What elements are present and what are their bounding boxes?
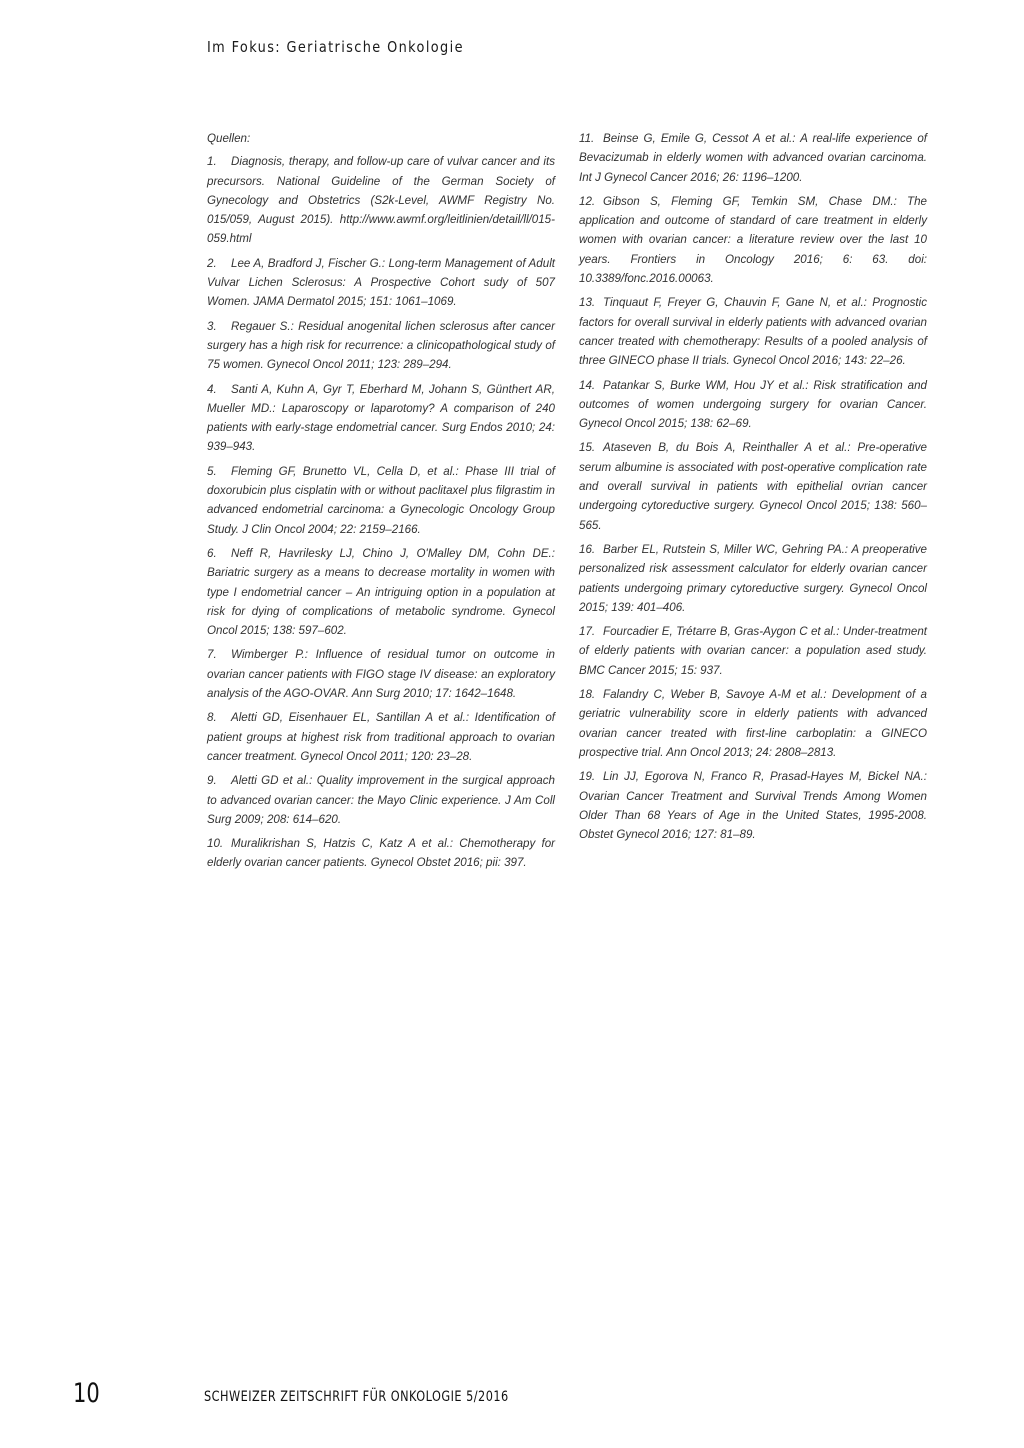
reference-item [207, 771, 555, 829]
reference-item [579, 192, 927, 288]
reference-number: 9. [207, 774, 217, 788]
reference-item [579, 438, 927, 534]
reference-item [579, 129, 927, 187]
reference-text: Tinquaut F, Freyer G, Chauvin F, Gane N, et al.: Prognostic factors for overall survival in elderly patients with advanced ovarian cancer treated with chemotherapy: Results of a pooled analysis of three GINECO phase II trials. Gynecol Oncol 2016; 143: 22–26. [579, 296, 927, 368]
reference-number: 12. [579, 194, 596, 208]
reference-text: Regauer S.: Residual anogenital lichen sclerosus after cancer surgery has a high risk for recurrence: a clinicopathological study of 75 women. Gynecol Oncol 2011; 123: 289–294. [207, 319, 555, 372]
page-number: 10 [73, 1378, 100, 1409]
reference-number: 1. [207, 155, 217, 169]
reference-text: Wimberger P.: Influence of residual tumor on outcome in ovarian cancer patients with FIGO stage IV disease: an exploratory analysis of the AGO-OVAR. Ann Surg 2010; 17: 1642–1648. [207, 648, 555, 701]
sources-heading: Quellen: [207, 132, 251, 145]
reference-number: 18. [579, 688, 596, 702]
reference-item [207, 834, 555, 873]
reference-text: Beinse G, Emile G, Cessot A et al.: A real-life experience of Bevacizumab in elderly women with advanced ovarian carcinoma. Int J Gynecol Cancer 2016; 26: 1196–1200. [579, 132, 927, 184]
reference-number: 6. [207, 546, 217, 560]
reference-item [207, 544, 555, 640]
reference-item [579, 767, 927, 844]
reference-item [579, 622, 927, 680]
reference-text: Lee A, Bradford J, Fischer G.: Long-term Management of Adult Vulvar Lichen Sclerosus: A Prospective Cohort sudy of 507 Women. JAMA Dermatol 2015; 151: 1061–1069. [207, 256, 555, 309]
reference-text: Patankar S, Burke WM, Hou JY et al.: Risk stratification and outcomes of women undergoing surgery for ovarian Cancer. Gynecol Oncol 2015; 138: 62–69. [579, 378, 927, 431]
reference-number: 7. [207, 648, 217, 662]
reference-text: Muralikrishan S, Hatzis C, Katz A et al.: Chemotherapy for elderly ovarian cancer patients. Gynecol Obstet 2016; pii: 397. [207, 837, 555, 870]
reference-number: 10. [207, 837, 224, 851]
journal-footer: SCHWEIZER ZEITSCHRIFT FÜR ONKOLOGIE 5/2016 [204, 1389, 509, 1405]
references-column-right [579, 129, 927, 849]
reference-text: Ataseven B, du Bois A, Reinthaller A et al.: Pre-operative serum albumine is associated with post-operative complication rate and overall survival in patients with epithelial ovrian cancer undergoing cytoreductive surgery. Gynecol Oncol 2015; 138: 560–565. [579, 441, 927, 532]
reference-text: Falandry C, Weber B, Savoye A-M et al.: Development of a geriatric vulnerability score in elderly patients with advanced ovarian cancer treated with first-line carboplatin: a GINECO prospective trial. Ann Oncol 2013; 24: 2808–2813. [579, 688, 927, 759]
reference-number: 11. [579, 132, 595, 145]
reference-text: Fleming GF, Brunetto VL, Cella D, et al.: Phase III trial of doxorubicin plus cisplatin with or without paclitaxel plus filgrastim in advanced endometrial carcinoma: a Gynecologic Oncology Group Study. J Clin Oncol 2004; 22: 2159–2166. [207, 464, 555, 536]
reference-item [207, 380, 555, 457]
reference-item [579, 293, 927, 370]
reference-number: 16. [579, 542, 596, 556]
reference-text: Lin JJ, Egorova N, Franco R, Prasad-Hayes M, Bickel NA.: Ovarian Cancer Treatment and Survival Trends Among Women Older Than 68 Years of Age in the United States, 1995-2008. Obstet Gynecol 2016; 127: 81–89. [579, 770, 927, 842]
reference-item [207, 317, 555, 375]
reference-item [207, 152, 555, 248]
reference-text: Santi A, Kuhn A, Gyr T, Eberhard M, Johann S, Günthert AR, Mueller MD.: Laparoscopy or laparotomy? A comparison of 240 patients with early-stage endometrial cancer. Surg Endos 2010; 24: 939–943. [207, 382, 555, 454]
reference-text: Diagnosis, therapy, and follow-up care of vulvar cancer and its precursors. National Guideline of the German Society of Gynecology and Obstetrics (S2k-Level, AWMF Registry No. 015/059, August 2015). http://www.awmf.org/leitlinien/detail/ll/015-059.html [207, 155, 555, 246]
reference-text: Aletti GD et al.: Quality improvement in the surgical approach to advanced ovarian cancer: the Mayo Clinic experience. J Am Coll Surg 2009; 208: 614–620. [207, 774, 555, 826]
reference-number: 2. [207, 256, 217, 270]
reference-item [207, 462, 555, 539]
reference-item [579, 376, 927, 434]
reference-number: 14. [579, 378, 596, 392]
reference-number: 17. [579, 625, 596, 639]
reference-item [579, 685, 927, 762]
reference-number: 15. [579, 441, 596, 455]
section-title: Im Fokus: Geriatrische Onkologie [207, 38, 464, 56]
reference-item [207, 254, 555, 312]
reference-text: Gibson S, Fleming GF, Temkin SM, Chase DM.: The application and outcome of standard of care treatment in elderly women with ovarian cancer: a literature review over the last 10 years. Frontiers in Oncology 2016; 6: 63. doi: 10.3389/fonc.2016.00063. [579, 194, 927, 286]
reference-number: 3. [207, 319, 217, 333]
reference-item [207, 708, 555, 766]
reference-number: 5. [207, 464, 217, 478]
reference-item [207, 645, 555, 703]
reference-text: Fourcadier E, Trétarre B, Gras-Aygon C et al.: Under-treatment of elderly patients with ovarian cancer: a population ased study. BMC Cancer 2015; 15: 937. [579, 625, 927, 677]
reference-text: Neff R, Havrilesky LJ, Chino J, O'Malley DM, Cohn DE.: Bariatric surgery as a means to decrease mortality in women with type I endometrial cancer – An intriguing option in a population at risk for dying of complications of metabolic syndrome. Gynecol Oncol 2015; 138: 597–602. [207, 546, 555, 638]
reference-number: 13. [579, 296, 596, 310]
reference-number: 19. [579, 770, 596, 784]
reference-item [579, 540, 927, 617]
reference-text: Aletti GD, Eisenhauer EL, Santillan A et al.: Identification of patient groups at highest risk from traditional approach to ovarian cancer treatment. Gynecol Oncol 2011; 120: 23–28. [207, 711, 555, 763]
reference-number: 4. [207, 382, 217, 396]
reference-text: Barber EL, Rutstein S, Miller WC, Gehring PA.: A preoperative personalized risk assessment calculator for elderly ovarian cancer patients undergoing primary cytoreductive surgery. Gynecol Oncol 2015; 139: 401–406. [579, 542, 927, 614]
reference-number: 8. [207, 711, 217, 725]
references-column-left [207, 129, 555, 878]
